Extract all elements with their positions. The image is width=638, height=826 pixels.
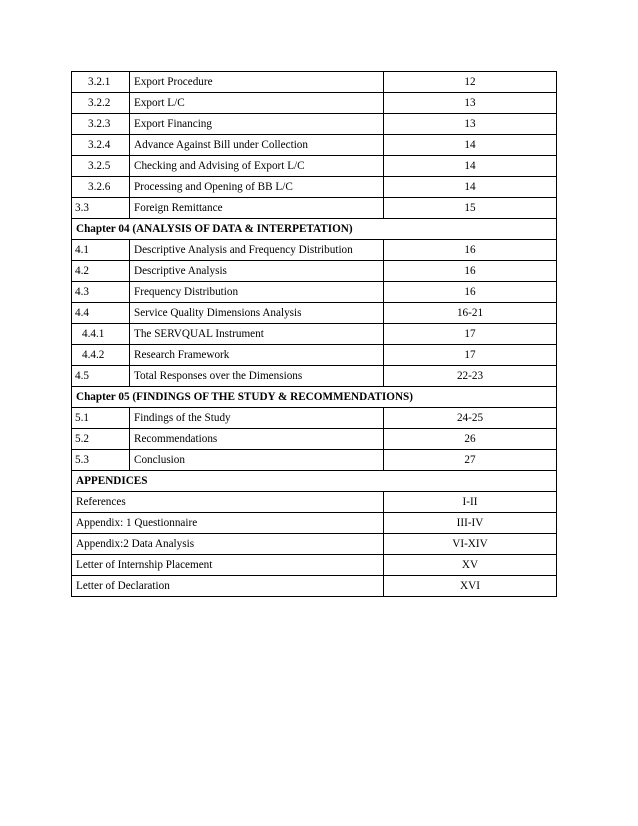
entry-title: Checking and Advising of Export L/C bbox=[130, 156, 384, 177]
entry-page: 14 bbox=[384, 156, 557, 177]
entry-page: 16 bbox=[384, 261, 557, 282]
entry-title: Appendix:2 Data Analysis bbox=[72, 534, 384, 555]
toc-row bbox=[72, 72, 557, 93]
entry-page: XVI bbox=[384, 576, 557, 597]
toc-row bbox=[72, 114, 557, 135]
entry-page: I-II bbox=[384, 492, 557, 513]
section-number: 3.2.1 bbox=[72, 72, 130, 93]
toc-row bbox=[72, 240, 557, 261]
entry-page: III-IV bbox=[384, 513, 557, 534]
entry-title: Descriptive Analysis bbox=[130, 261, 384, 282]
appendix-row bbox=[72, 555, 557, 576]
entry-title: References bbox=[72, 492, 384, 513]
entry-title: Frequency Distribution bbox=[130, 282, 384, 303]
entry-title: Export L/C bbox=[130, 93, 384, 114]
entry-page: 27 bbox=[384, 450, 557, 471]
section-number: 3.3 bbox=[72, 198, 130, 219]
toc-row bbox=[72, 324, 557, 345]
entry-title: Export Procedure bbox=[130, 72, 384, 93]
toc-row bbox=[72, 198, 557, 219]
section-number: 3.2.4 bbox=[72, 135, 130, 156]
appendix-row bbox=[72, 513, 557, 534]
entry-page: 16 bbox=[384, 240, 557, 261]
toc-row bbox=[72, 135, 557, 156]
entry-title: Processing and Opening of BB L/C bbox=[130, 177, 384, 198]
entry-page: 16 bbox=[384, 282, 557, 303]
entry-page: XV bbox=[384, 555, 557, 576]
section-number: 4.2 bbox=[72, 261, 130, 282]
toc-row bbox=[72, 93, 557, 114]
appendix-row bbox=[72, 534, 557, 555]
entry-page: 14 bbox=[384, 135, 557, 156]
section-number: 4.3 bbox=[72, 282, 130, 303]
entry-title: Findings of the Study bbox=[130, 408, 384, 429]
appendix-row bbox=[72, 576, 557, 597]
entry-page: 17 bbox=[384, 345, 557, 366]
section-number: 4.4.1 bbox=[72, 324, 130, 345]
toc-row bbox=[72, 261, 557, 282]
entry-page: 16-21 bbox=[384, 303, 557, 324]
entry-title: The SERVQUAL Instrument bbox=[130, 324, 384, 345]
appendix-row bbox=[72, 492, 557, 513]
section-number: 3.2.2 bbox=[72, 93, 130, 114]
entry-page: 14 bbox=[384, 177, 557, 198]
entry-title: Export Financing bbox=[130, 114, 384, 135]
chapter-heading: Chapter 04 (ANALYSIS OF DATA & INTERPETATION) bbox=[72, 219, 557, 240]
contents-table-body bbox=[72, 72, 557, 597]
toc-row bbox=[72, 408, 557, 429]
section-number: 4.4 bbox=[72, 303, 130, 324]
entry-title: Service Quality Dimensions Analysis bbox=[130, 303, 384, 324]
toc-row bbox=[72, 345, 557, 366]
entry-title: Conclusion bbox=[130, 450, 384, 471]
chapter-heading: APPENDICES bbox=[72, 471, 557, 492]
chapter-heading-row bbox=[72, 471, 557, 492]
section-number: 4.1 bbox=[72, 240, 130, 261]
entry-title: Research Framework bbox=[130, 345, 384, 366]
section-number: 5.3 bbox=[72, 450, 130, 471]
section-number: 4.4.2 bbox=[72, 345, 130, 366]
entry-title: Descriptive Analysis and Frequency Distribution bbox=[130, 240, 384, 261]
chapter-heading-row bbox=[72, 219, 557, 240]
entry-title: Recommendations bbox=[130, 429, 384, 450]
entry-title: Letter of Declaration bbox=[72, 576, 384, 597]
entry-title: Advance Against Bill under Collection bbox=[130, 135, 384, 156]
contents-table bbox=[71, 71, 557, 597]
toc-row bbox=[72, 450, 557, 471]
toc-row bbox=[72, 303, 557, 324]
entry-page: 13 bbox=[384, 93, 557, 114]
section-number: 4.5 bbox=[72, 366, 130, 387]
section-number: 5.2 bbox=[72, 429, 130, 450]
entry-page: 17 bbox=[384, 324, 557, 345]
section-number: 3.2.6 bbox=[72, 177, 130, 198]
section-number: 5.1 bbox=[72, 408, 130, 429]
toc-row bbox=[72, 366, 557, 387]
entry-page: 22-23 bbox=[384, 366, 557, 387]
entry-title: Appendix: 1 Questionnaire bbox=[72, 513, 384, 534]
entry-title: Letter of Internship Placement bbox=[72, 555, 384, 576]
entry-page: 26 bbox=[384, 429, 557, 450]
entry-page: VI-XIV bbox=[384, 534, 557, 555]
entry-page: 13 bbox=[384, 114, 557, 135]
section-number: 3.2.3 bbox=[72, 114, 130, 135]
entry-page: 12 bbox=[384, 72, 557, 93]
section-number: 3.2.5 bbox=[72, 156, 130, 177]
entry-title: Foreign Remittance bbox=[130, 198, 384, 219]
entry-page: 15 bbox=[384, 198, 557, 219]
entry-page: 24-25 bbox=[384, 408, 557, 429]
toc-row bbox=[72, 429, 557, 450]
toc-row bbox=[72, 282, 557, 303]
chapter-heading: Chapter 05 (FINDINGS OF THE STUDY & RECOMMENDATIONS) bbox=[72, 387, 557, 408]
toc-row bbox=[72, 177, 557, 198]
entry-title: Total Responses over the Dimensions bbox=[130, 366, 384, 387]
toc-row bbox=[72, 156, 557, 177]
chapter-heading-row bbox=[72, 387, 557, 408]
